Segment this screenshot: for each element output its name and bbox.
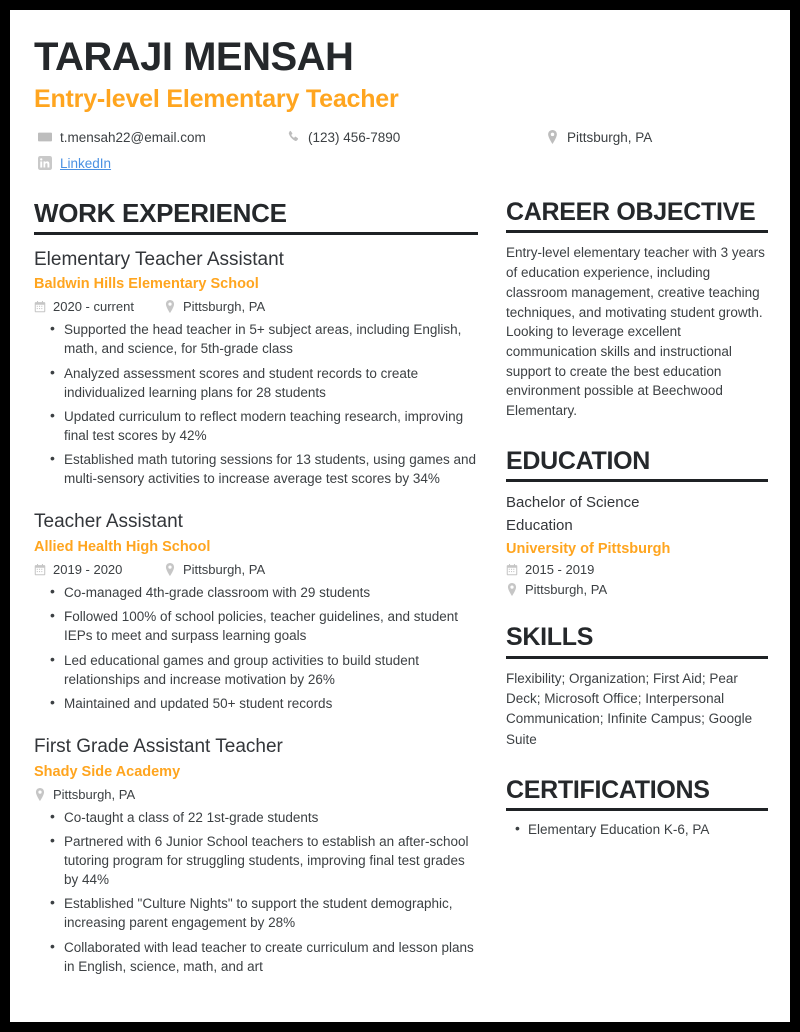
resume-body xyxy=(10,180,790,981)
map-pin-icon xyxy=(164,563,176,576)
job-bullet: • Co-managed 4th-grade classroom with 29 students xyxy=(64,583,478,602)
job-dates xyxy=(34,562,164,577)
job-dates-text: 2019 - 2020 xyxy=(53,562,123,578)
linkedin-icon xyxy=(38,156,52,170)
job-location-text: Pittsburgh, PA xyxy=(53,786,136,802)
map-pin-icon xyxy=(164,300,176,313)
contact-phone[interactable] xyxy=(286,130,400,145)
job-bullet: • Supported the head teacher in 5+ subject areas, including English, math, and science, for 5th-grade class xyxy=(64,320,478,358)
job-location-text: Pittsburgh, PA xyxy=(183,562,266,578)
job-bullet: • Partnered with 6 Junior School teachers to establish an after-school tutoring program for struggling students, improving final test grades by 44% xyxy=(64,832,478,889)
phone-icon xyxy=(286,130,300,144)
job-bullet-list xyxy=(34,808,478,976)
job-bullet: • Established "Culture Nights" to support the student demographic, increasing parent engagement by 28% xyxy=(64,894,478,932)
job-location-text: Pittsburgh, PA xyxy=(183,299,266,315)
map-pin-icon xyxy=(546,130,559,144)
job-meta xyxy=(34,562,478,577)
certifications-list xyxy=(506,820,768,839)
calendar-icon xyxy=(506,564,518,576)
career-objective-text: Entry-level elementary teacher with 3 years of education experience, including classroom management, creative teaching techniques, and motivating student growth. Looking to leverage excellent communication skills and instructional support to create the best education environment possible at Beechwood Elementary. xyxy=(506,245,765,419)
education-field: Education xyxy=(506,516,573,534)
resume-page xyxy=(10,10,790,1022)
contact-location xyxy=(546,130,652,145)
education-degree: Bachelor of Science xyxy=(506,494,640,512)
calendar-icon xyxy=(34,301,46,313)
contact-location-text: Pittsburgh, PA xyxy=(567,129,653,145)
job-role: Teacher Assistant xyxy=(34,511,183,533)
job-location xyxy=(34,787,135,802)
map-pin-icon xyxy=(506,583,518,596)
job-location xyxy=(164,299,265,314)
job-title-subtitle: Entry-level Elementary Teacher xyxy=(34,85,399,114)
job-location xyxy=(164,562,265,577)
job-meta xyxy=(34,299,478,314)
education-location-text: Pittsburgh, PA xyxy=(525,582,608,598)
resume-header xyxy=(10,10,790,180)
map-pin-icon xyxy=(34,788,46,801)
skills-text: Flexibility; Organization; First Aid; Pear Deck; Microsoft Office; Interpersonal Communication; Infinite Campus; Google Suite xyxy=(506,670,753,747)
linkedin-link[interactable]: LinkedIn xyxy=(60,155,112,171)
job-bullet: • Collaborated with lead teacher to create curriculum and lesson plans in English, science, math, and art xyxy=(64,938,478,976)
job-bullet: • Maintained and updated 50+ student records xyxy=(64,694,478,713)
contact-email-text: t.mensah22@email.com xyxy=(60,129,206,145)
job-bullet: • Co-taught a class of 22 1st-grade students xyxy=(64,808,478,827)
job-dates xyxy=(34,299,164,314)
skills-section xyxy=(506,623,768,750)
section-heading-work-experience: WORK EXPERIENCE xyxy=(34,198,478,235)
job-bullet: • Updated curriculum to reflect modern teaching research, improving final test scores by 42% xyxy=(64,407,478,445)
job-role: Elementary Teacher Assistant xyxy=(34,248,284,270)
section-heading-career-objective: CAREER OBJECTIVE xyxy=(506,198,768,234)
contact-info xyxy=(34,130,766,180)
job-bullet: • Analyzed assessment scores and student records to create individualized learning plans for 28 students xyxy=(64,364,478,402)
work-experience-entry xyxy=(34,735,478,976)
envelope-icon xyxy=(38,130,52,144)
career-objective-section xyxy=(506,198,768,421)
job-dates-text: 2020 - current xyxy=(53,299,134,315)
job-bullet: • Led educational games and group activities to build student relationships and increase motivation by 26% xyxy=(64,651,478,689)
certifications-section xyxy=(506,776,768,840)
education-dates xyxy=(506,562,768,577)
page-title: TARAJI MENSAH xyxy=(34,35,354,79)
education-location xyxy=(506,582,768,597)
contact-phone-text: (123) 456-7890 xyxy=(308,129,401,145)
contact-email[interactable] xyxy=(38,130,206,145)
work-experience-entry xyxy=(34,248,478,489)
job-bullet: • Established math tutoring sessions for 13 students, using games and multi-sensory activities to increase average test scores by 34% xyxy=(64,450,478,488)
section-heading-education: EDUCATION xyxy=(506,447,768,483)
job-company: Baldwin Hills Elementary School xyxy=(34,276,259,293)
job-role: First Grade Assistant Teacher xyxy=(34,735,283,757)
education-school: University of Pittsburgh xyxy=(506,541,671,558)
section-heading-certifications: CERTIFICATIONS xyxy=(506,776,768,812)
education-dates-text: 2015 - 2019 xyxy=(525,562,595,578)
job-bullet: • Followed 100% of school policies, teacher guidelines, and student IEPs to meet and surpass learning goals xyxy=(64,607,478,645)
job-bullet-list xyxy=(34,583,478,713)
section-heading-skills: SKILLS xyxy=(506,623,768,659)
job-company: Shady Side Academy xyxy=(34,763,181,780)
job-company: Allied Health High School xyxy=(34,539,211,556)
left-column xyxy=(34,198,478,981)
right-column xyxy=(506,198,768,865)
contact-linkedin[interactable] xyxy=(38,156,111,171)
job-meta xyxy=(34,787,478,802)
education-section xyxy=(506,447,768,598)
job-bullet-list xyxy=(34,320,478,488)
calendar-icon xyxy=(34,564,46,576)
work-experience-entry xyxy=(34,510,478,713)
certification-item: • Elementary Education K-6, PA xyxy=(528,820,768,839)
